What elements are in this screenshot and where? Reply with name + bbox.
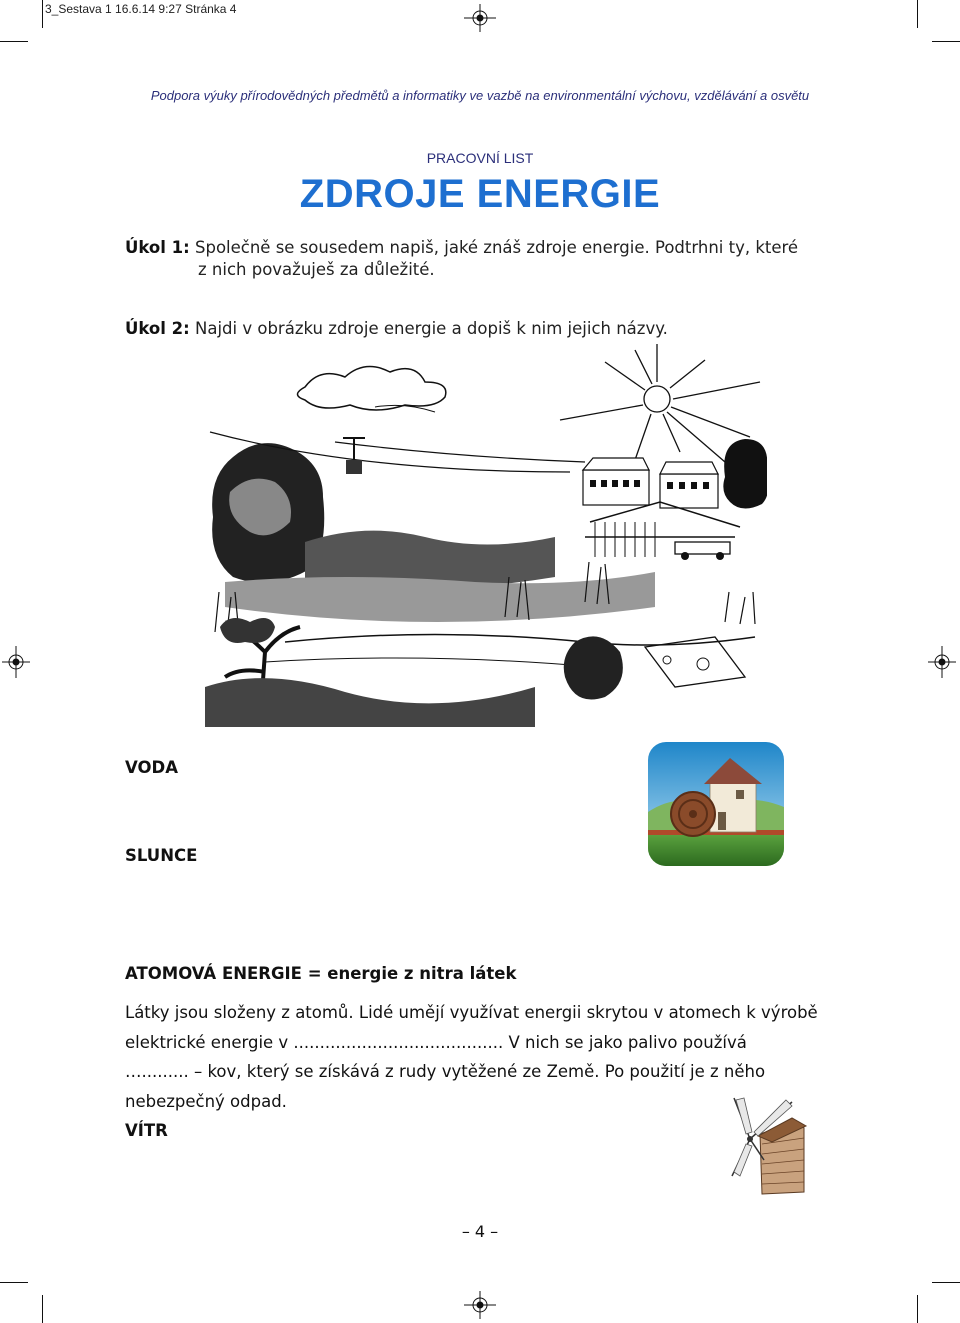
task-2-text: Najdi v obrázku zdroje energie a dopiš k nim jejich názvy. [195,319,668,338]
worksheet-kicker: PRACOVNÍ LIST [426,150,534,166]
task-1-label: Úkol 1: [125,238,190,257]
water-mill-image [648,742,784,866]
task-1-text-line2: z nich považuješ za důležité. [198,260,435,279]
section-slunce: SLUNCE [125,846,198,865]
registration-mark-top [464,4,496,32]
atom-text-line3: …......... – kov, který se získává z rudy vytěžené ze Země. Po použití je z něho [125,1062,766,1081]
section-atom: ATOMOVÁ ENERGIE = energie z nitra látek [125,964,517,983]
task-1 [125,237,798,281]
print-slug: 3_Sestava 1 16.6.14 9:27 Stránka 4 [45,2,237,16]
page-title: ZDROJE ENERGIE [299,172,661,216]
task-2-label: Úkol 2: [125,319,190,338]
atom-text-line4: nebezpečný odpad. [125,1091,287,1111]
landscape-sketch-image [205,342,767,728]
page-number: – 4 – [461,1222,499,1241]
atom-text-line1: Látky jsou složeny z atomů. Lidé umějí využívat energii skrytou v atomech k výrobě [125,1003,818,1022]
atom-text-line2: elektrické energie v ........................................ V nich se jako palivo používá [125,1032,747,1052]
project-header: Podpora výuky přírodovědných předmětů a informatiky ve vazbě na environmentální výchovu, vzdělávání a osvětu [150,88,810,103]
registration-mark-right [928,646,956,678]
registration-mark-bottom [464,1291,496,1319]
windmill-image [722,1094,810,1198]
section-voda: VODA [125,758,178,777]
task-1-text-line1: Společně se sousedem napiš, jaké znáš zdroje energie. Podtrhni ty, které [195,238,799,257]
registration-mark-left [2,646,30,678]
task-2 [125,318,668,340]
section-vitr: VÍTR [125,1121,168,1140]
